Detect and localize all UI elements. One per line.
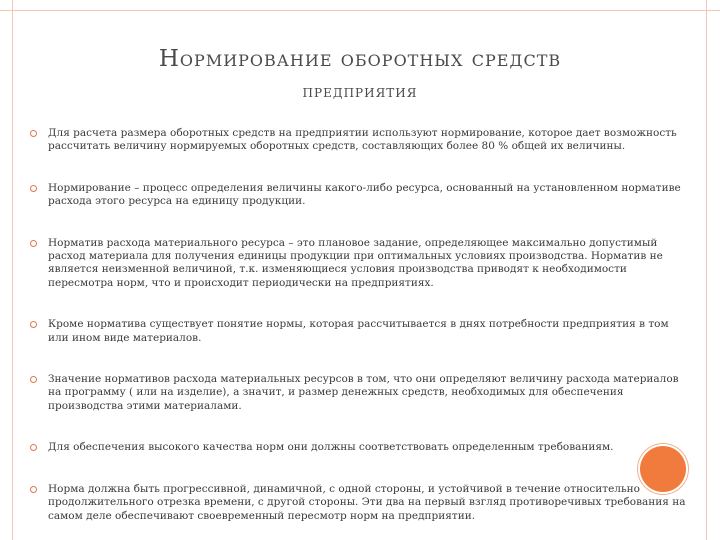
- circle-bullet-icon: [30, 321, 37, 328]
- bullet-item: [30, 127, 690, 154]
- frame-right-line: [706, 0, 707, 540]
- bullet-text: Значение нормативов расхода материальных ресурсов в том, что они определяют величину расхода материалов на программу ( или на изделие), а значит, и размер денежных средств, необходимых для обеспечения производства этими материалами.: [48, 373, 679, 412]
- bullet-item: [30, 441, 690, 454]
- orange-circle-decoration: [640, 446, 686, 492]
- bullet-text: Нормирование – процесс определения величины какого-либо ресурса, основанный на установленном нормативе расхода этого ресурса на единицу продукции.: [48, 181, 681, 208]
- bullet-text: Норматив расхода материального ресурса – это плановое задание, определяющее максимально допустимый расход материала для получения единицы продукции при оптимальных условиях производства. Норматив не является неизменной величиной, т.к. изменяющиеся условия производства приводят к необходимости пересмотра норм, что и происходит периодически на предприятиях.: [48, 236, 663, 289]
- frame-left-line: [12, 0, 13, 540]
- circle-bullet-icon: [30, 486, 37, 493]
- circle-bullet-icon: [30, 130, 37, 137]
- bullet-text: Кроме норматива существует понятие нормы, которая рассчитывается в днях потребности предприятия в том или ином виде материалов.: [48, 318, 669, 344]
- circle-bullet-icon: [30, 240, 37, 247]
- circle-bullet-icon: [30, 376, 37, 383]
- bullet-item: [30, 182, 690, 209]
- bullet-list: [30, 127, 690, 523]
- bullet-text: Для обеспечения высокого качества норм они должны соответствовать определенным требованиям.: [48, 441, 614, 454]
- bullet-text: Норма должна быть прогрессивной, динамичной, с одной стороны, и устойчивой в течение относительно продолжительного отрезка времени, с другой стороны. Эти два на первый взгляд противоречивых требования на самом деле обеспечивают своевременный пересмотр норм на предприятии.: [48, 482, 686, 522]
- bullet-item: [30, 318, 690, 345]
- bullet-item: [30, 237, 690, 291]
- bullet-text: Для расчета размера оборотных средств на предприятии используют нормирование, которое дает возможность рассчитать величину нормируемых оборотных средств, составляющих более 80 % общей их величины.: [48, 127, 677, 153]
- circle-bullet-icon: [30, 185, 37, 192]
- slide-title: Нормирование оборотных средств: [158, 46, 562, 72]
- slide-title-second-line: предприятия: [302, 82, 418, 102]
- bullet-item: [30, 483, 690, 523]
- circle-bullet-icon: [30, 444, 37, 451]
- bullet-item: [30, 373, 690, 413]
- frame-top-line: [0, 10, 720, 11]
